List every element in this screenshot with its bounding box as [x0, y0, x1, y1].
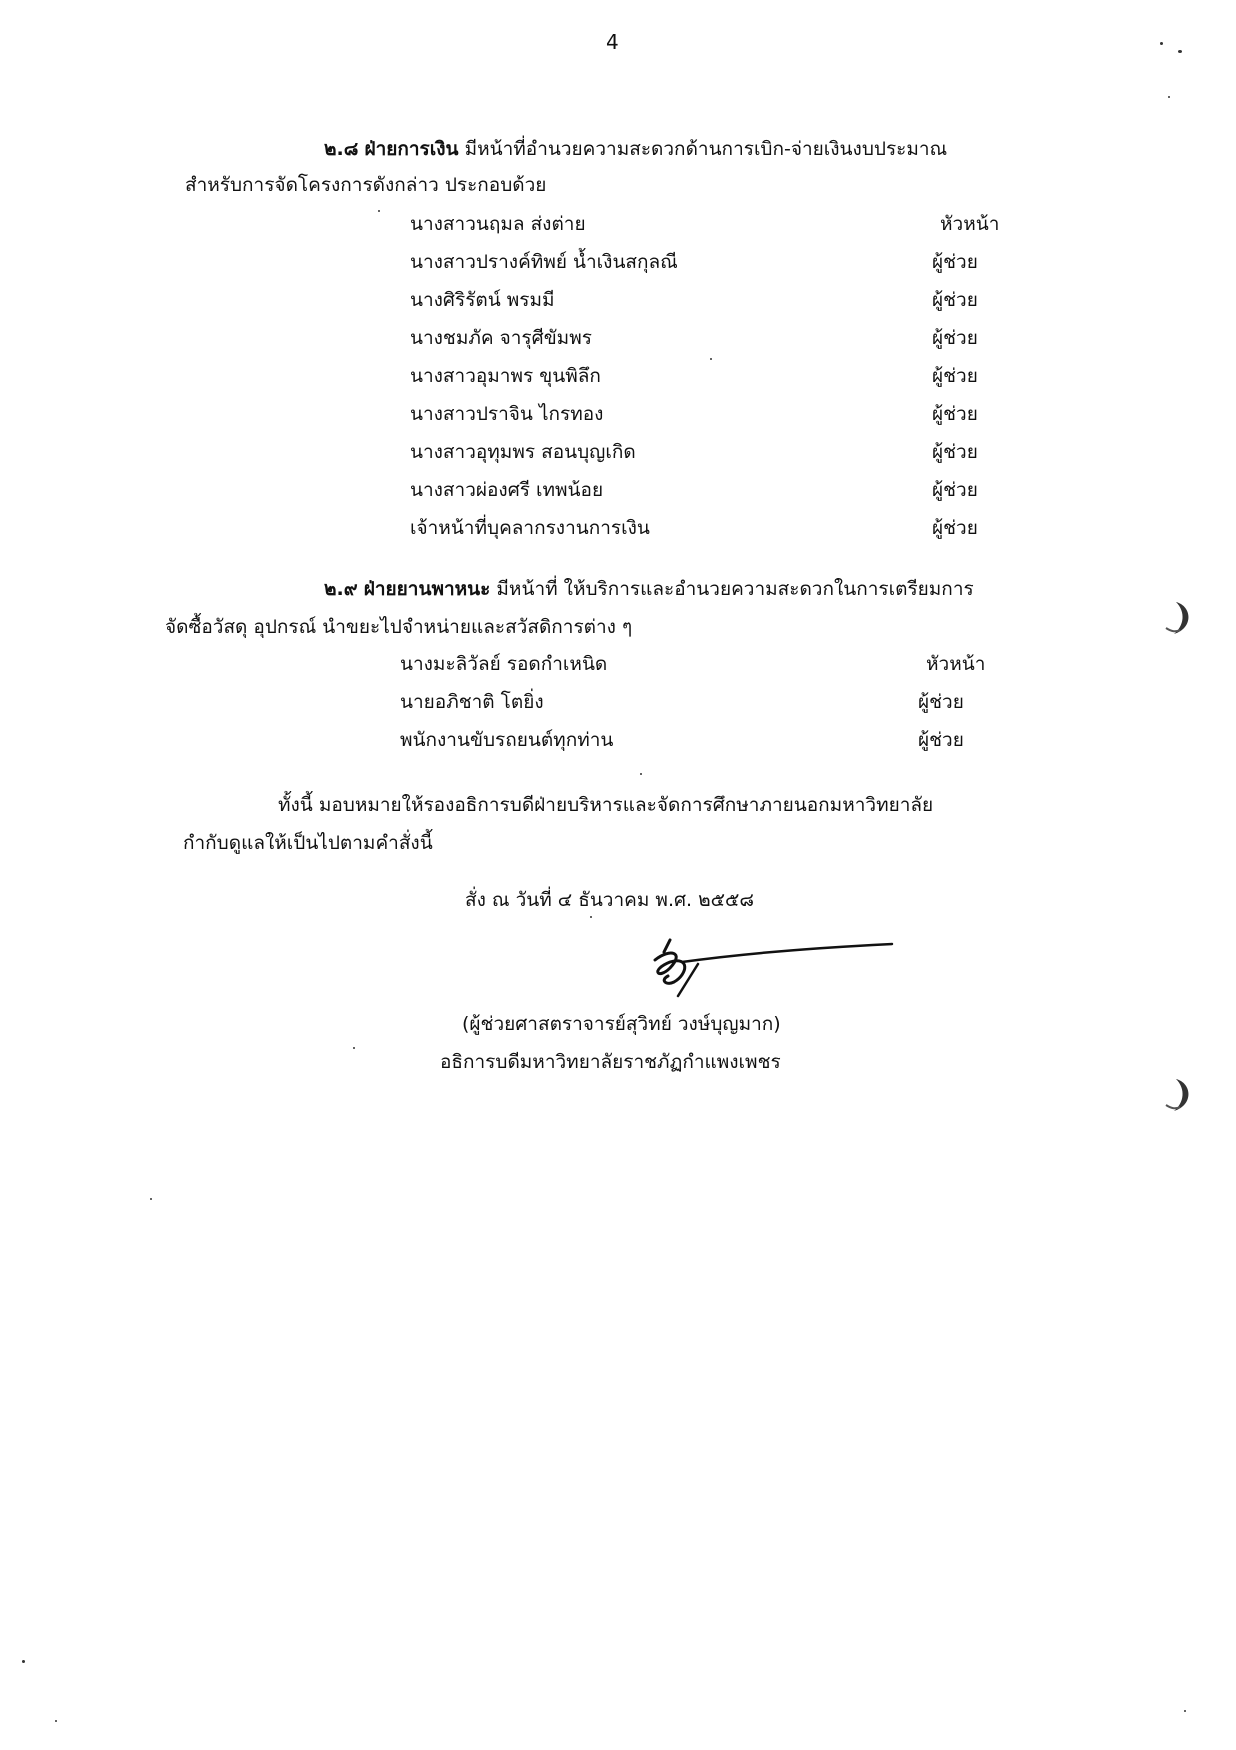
section-29-number: ๒.๙: [324, 578, 358, 600]
section-28-number: ๒.๘: [324, 138, 359, 160]
section-28-member-role: ผู้ช่วย: [932, 251, 978, 273]
section-29-member-name: นายอภิชาติ โตยิ่ง: [400, 691, 544, 713]
scan-speck: [710, 358, 712, 360]
section-28-title: ฝ่ายการเงิน: [364, 138, 459, 160]
section-28-member-role: ผู้ช่วย: [932, 289, 978, 311]
punch-hole-mark-bottom: [1162, 1075, 1196, 1115]
section-29-member-role: ผู้ช่วย: [918, 729, 964, 751]
section-29-heading: [324, 577, 974, 601]
section-29-line2: จัดซื้อวัสดุ อุปกรณ์ นำขยะไปจำหน่ายและสวัสดิการต่าง ๆ: [165, 616, 633, 638]
scan-speck: [640, 773, 642, 775]
signatory-name: (ผู้ช่วยศาสตราจารย์สุวิทย์ วงษ์บุญมาก): [462, 1013, 781, 1035]
closing-line-2: กำกับดูแลให้เป็นไปตามคำสั่งนี้: [183, 832, 433, 854]
section-29-title: ฝ่ายยานพาหนะ: [363, 578, 491, 600]
section-28-member-name: นางชมภัค จารุศีขัมพร: [410, 327, 592, 349]
scan-speck: [1178, 50, 1182, 53]
scan-speck: [1168, 96, 1170, 98]
section-29-description: มีหน้าที่ ให้บริการและอำนวยความสะดวกในการเตรียมการ: [496, 578, 974, 600]
section-28-member-name: นางสาวอุมาพร ขุนพิลึก: [410, 365, 601, 387]
section-28-member-role: ผู้ช่วย: [932, 327, 978, 349]
section-28-member-role: ผู้ช่วย: [932, 365, 978, 387]
section-28-line2: สำหรับการจัดโครงการดังกล่าว ประกอบด้วย: [185, 174, 547, 196]
section-28-member-role: ผู้ช่วย: [932, 479, 978, 501]
date-line: สั่ง ณ วันที่ ๔ ธันวาคม พ.ศ. ๒๕๕๘: [465, 889, 755, 911]
page-number: 4: [606, 30, 619, 54]
section-28-member-name: นางสาวนฤมล ส่งต่าย: [410, 213, 586, 235]
scan-speck: [353, 1047, 355, 1049]
scan-speck: [590, 916, 592, 918]
closing-line-1: ทั้งนี้ มอบหมายให้รองอธิการบดีฝ่ายบริหารและจัดการศึกษาภายนอกมหาวิทยาลัย: [278, 794, 934, 816]
section-28-description: มีหน้าที่อำนวยความสะดวกด้านการเบิก-จ่ายเงินงบประมาณ: [464, 138, 948, 160]
signature-image: [630, 930, 900, 1020]
section-29-member-name: นางมะลิวัลย์ รอดกำเหนิด: [400, 653, 608, 675]
section-28-heading: [324, 137, 947, 161]
section-28-member-name: นางสาวปรางค์ทิพย์ น้ำเงินสกุลณี: [410, 251, 678, 273]
section-29-member-role: หัวหน้า: [926, 653, 986, 675]
punch-hole-mark-top: [1162, 598, 1196, 638]
scan-speck: [55, 1720, 57, 1722]
section-28-member-role: ผู้ช่วย: [932, 441, 978, 463]
scan-speck: [22, 1660, 25, 1663]
scan-speck: [1160, 42, 1163, 45]
section-28-member-name: นางสาวผ่องศรี เทพน้อย: [410, 479, 604, 501]
section-29-member-role: ผู้ช่วย: [918, 691, 964, 713]
scan-speck: [1184, 1710, 1186, 1712]
section-28-member-name: นางศิริรัตน์ พรมมี: [410, 289, 555, 311]
section-28-member-role: ผู้ช่วย: [932, 517, 978, 539]
section-28-member-name: เจ้าหน้าที่บุคลากรงานการเงิน: [410, 517, 650, 539]
section-28-member-role: หัวหน้า: [940, 213, 1000, 235]
signatory-position: อธิการบดีมหาวิทยาลัยราชภัฏกำแพงเพชร: [440, 1051, 781, 1073]
scan-speck: [378, 210, 380, 212]
section-28-member-name: นางสาวปราจิน ไกรทอง: [410, 403, 604, 425]
section-28-member-role: ผู้ช่วย: [932, 403, 978, 425]
section-28-member-name: นางสาวอุทุมพร สอนบุญเกิด: [410, 441, 636, 463]
section-29-member-name: พนักงานขับรถยนต์ทุกท่าน: [400, 729, 614, 751]
scan-speck: [150, 1198, 152, 1200]
